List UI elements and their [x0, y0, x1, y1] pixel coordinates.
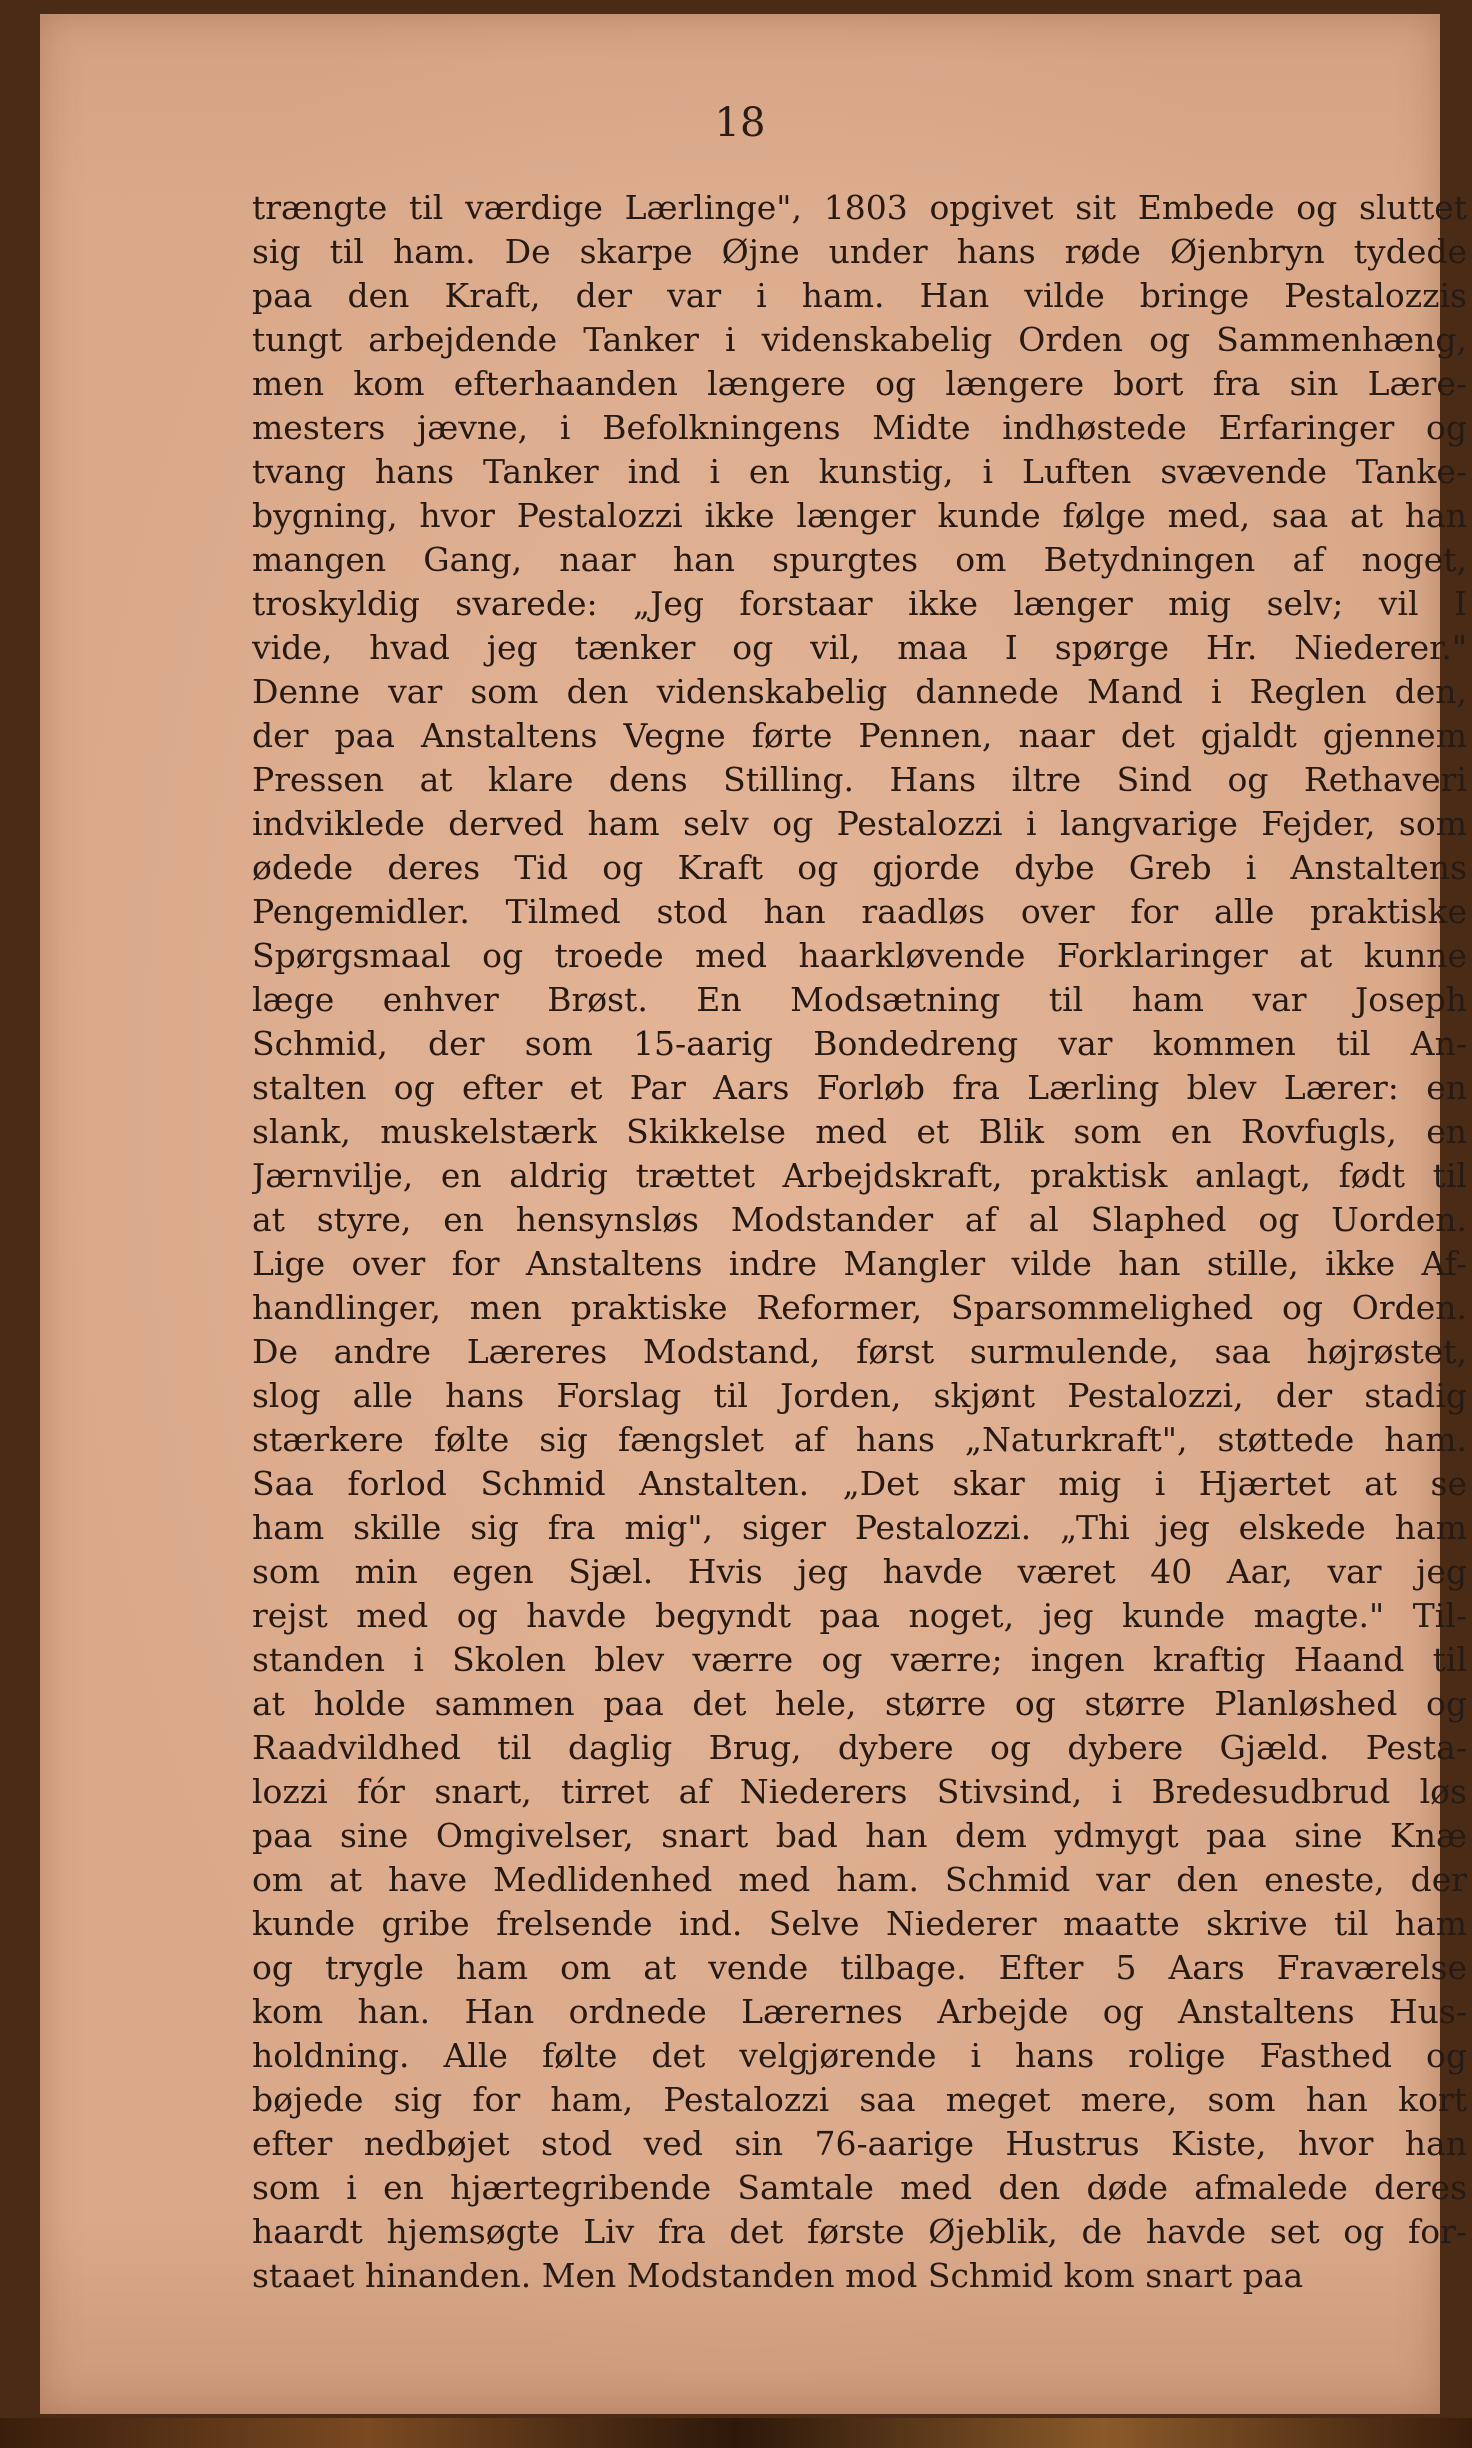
text-line: De andre Læreres Modstand, først surmulende, saa højrøstet,	[252, 1332, 1467, 1371]
text-line: rejst med og havde begyndt paa noget, jeg kunde magte." Til-	[252, 1596, 1467, 1635]
text-line: bøjede sig for ham, Pestalozzi saa meget mere, som han kort	[252, 2080, 1467, 2119]
text-line: efter nedbøjet stod ved sin 76-aarige Hustrus Kiste, hvor han	[252, 2124, 1467, 2163]
text-line: kunde gribe frelsende ind. Selve Niederer maatte skrive til ham	[252, 1904, 1467, 1943]
text-line: stærkere følte sig fængslet af hans „Naturkraft", støttede ham.	[252, 1420, 1467, 1459]
text-line: tvang hans Tanker ind i en kunstig, i Luften svævende Tanke-	[252, 452, 1467, 491]
text-line: men kom efterhaanden længere og længere bort fra sin Lære-	[252, 364, 1467, 403]
text-line: der paa Anstaltens Vegne førte Pennen, naar det gjaldt gjennem	[252, 716, 1467, 755]
text-line: Raadvildhed til daglig Brug, dybere og dybere Gjæld. Pesta-	[252, 1728, 1467, 1767]
text-line: ødede deres Tid og Kraft og gjorde dybe Greb i Anstaltens	[252, 848, 1467, 887]
text-line: bygning, hvor Pestalozzi ikke længer kunde følge med, saa at han	[252, 496, 1467, 535]
text-line: kom han. Han ordnede Lærernes Arbejde og Anstaltens Hus-	[252, 1992, 1467, 2031]
text-line: vide, hvad jeg tænker og vil, maa I spørge Hr. Niederer."	[252, 628, 1467, 667]
text-line: Jærnvilje, en aldrig trættet Arbejdskraft, praktisk anlagt, født til	[252, 1156, 1467, 1195]
text-line: staaet hinanden. Men Modstanden mod Schmid kom snart paa	[252, 2256, 1304, 2295]
text-line: Spørgsmaal og troede med haarkløvende Forklaringer at kunne	[252, 936, 1467, 975]
text-line: om at have Medlidenhed med ham. Schmid var den eneste, der	[252, 1860, 1467, 1899]
text-line: Pengemidler. Tilmed stod han raadløs over for alle praktiske	[252, 892, 1467, 931]
text-line: tungt arbejdende Tanker i videnskabelig Orden og Sammenhæng,	[252, 320, 1467, 359]
text-line: lozzi fór snart, tirret af Niederers Stivsind, i Bredesudbrud løs	[252, 1772, 1467, 1811]
text-line: troskyldig svarede: „Jeg forstaar ikke længer mig selv; vil I	[252, 584, 1467, 623]
text-line: ham skille sig fra mig", siger Pestalozzi. „Thi jeg elskede ham	[252, 1508, 1467, 1547]
text-line: Lige over for Anstaltens indre Mangler vilde han stille, ikke Af-	[252, 1244, 1467, 1283]
text-line: mesters jævne, i Befolkningens Midte indhøstede Erfaringer og	[252, 408, 1467, 447]
text-line: læge enhver Brøst. En Modsætning til ham var Joseph	[252, 980, 1467, 1019]
text-line: sig til ham. De skarpe Øjne under hans røde Øjenbryn tydede	[252, 232, 1467, 271]
text-line: slank, muskelstærk Skikkelse med et Blik som en Rovfugls, en	[252, 1112, 1467, 1151]
text-line: Saa forlod Schmid Anstalten. „Det skar mig i Hjærtet at se	[252, 1464, 1467, 1503]
text-line: Denne var som den videnskabelig dannede Mand i Reglen den,	[252, 672, 1467, 711]
body-text	[252, 186, 1467, 2298]
text-line: Pressen at klare dens Stilling. Hans iltre Sind og Rethaveri	[252, 760, 1467, 799]
text-line: mangen Gang, naar han spurgtes om Betydningen af noget,	[252, 540, 1467, 579]
text-line: holdning. Alle følte det velgjørende i hans rolige Fasthed og	[252, 2036, 1467, 2075]
text-line: handlinger, men praktiske Reformer, Sparsommelighed og Orden.	[252, 1288, 1467, 1327]
text-line: stalten og efter et Par Aars Forløb fra Lærling blev Lærer: en	[252, 1068, 1467, 1107]
text-line: paa sine Omgivelser, snart bad han dem ydmygt paa sine Knæ	[252, 1816, 1467, 1855]
book-page	[40, 14, 1467, 2414]
text-line: indviklede derved ham selv og Pestalozzi i langvarige Fejder, som	[252, 804, 1467, 843]
text-line: og trygle ham om at vende tilbage. Efter 5 Aars Fraværelse	[252, 1948, 1467, 1987]
text-line: standen i Skolen blev værre og værre; ingen kraftig Haand til	[252, 1640, 1467, 1679]
text-line: at holde sammen paa det hele, større og større Planløshed og	[252, 1684, 1467, 1723]
page-number: 18	[714, 100, 766, 146]
text-line: haardt hjemsøgte Liv fra det første Øjeblik, de havde set og for-	[252, 2212, 1467, 2251]
text-line: at styre, en hensynsløs Modstander af al Slaphed og Uorden.	[252, 1200, 1467, 1239]
book-cover-edge	[0, 2418, 1472, 2448]
text-line: trængte til værdige Lærlinge", 1803 opgivet sit Embede og sluttet	[252, 188, 1467, 227]
text-line: paa den Kraft, der var i ham. Han vilde bringe Pestalozzis	[252, 276, 1467, 315]
text-line: Schmid, der som 15-aarig Bondedreng var kommen til An-	[252, 1024, 1467, 1063]
text-line: slog alle hans Forslag til Jorden, skjønt Pestalozzi, der stadig	[252, 1376, 1467, 1415]
text-line: som min egen Sjæl. Hvis jeg havde været 40 Aar, var jeg	[252, 1552, 1467, 1591]
text-line: som i en hjærtegribende Samtale med den døde afmalede deres	[252, 2168, 1467, 2207]
